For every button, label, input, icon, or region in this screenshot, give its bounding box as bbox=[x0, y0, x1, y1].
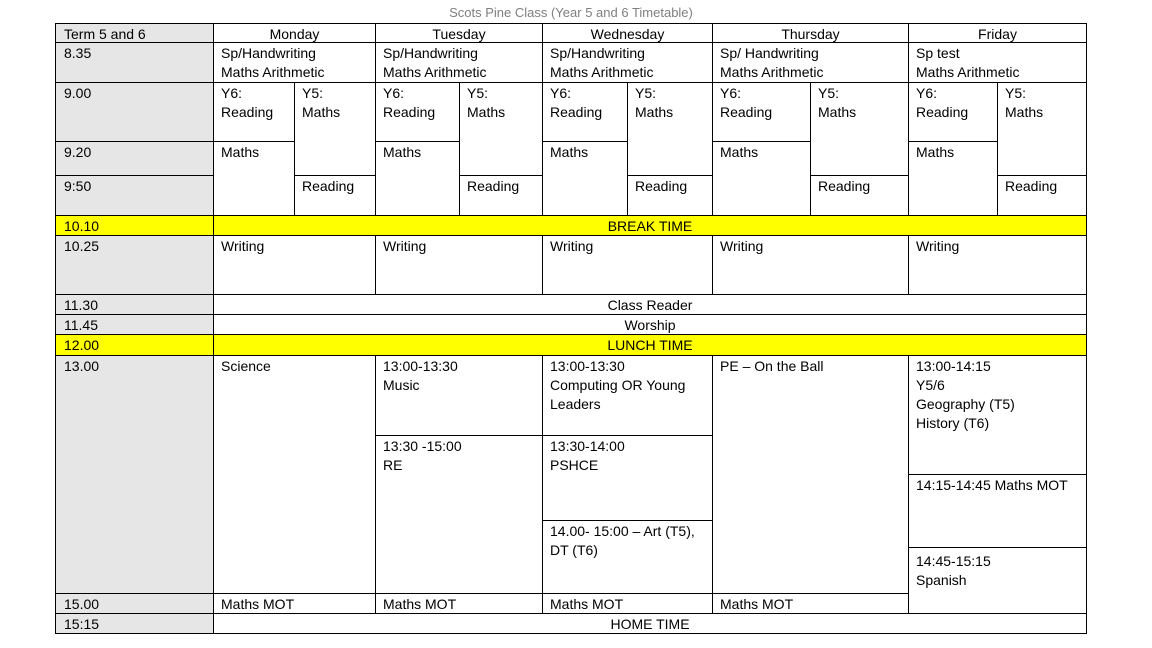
time-0920: 9.20 bbox=[55, 141, 214, 176]
music-tuesday: 13:00-13:30 Music bbox=[375, 355, 543, 436]
timetable-table bbox=[55, 23, 1087, 634]
re-tuesday: 13:30 -15:00 RE bbox=[375, 435, 543, 594]
reading-friday: Reading bbox=[997, 175, 1087, 216]
maths-mot-thursday: Maths MOT bbox=[712, 593, 909, 614]
worship-banner: Worship bbox=[213, 314, 1087, 335]
maths-mot-friday: 14:15-14:45 Maths MOT bbox=[908, 474, 1087, 548]
time-1515: 15:15 bbox=[55, 613, 214, 634]
day-header-monday: Monday bbox=[213, 23, 376, 43]
morning-thursday: Sp/ Handwriting Maths Arithmetic bbox=[712, 42, 909, 83]
reading-tuesday: Reading bbox=[459, 175, 543, 216]
time-1025: 10.25 bbox=[55, 235, 214, 295]
time-1010: 10.10 bbox=[55, 215, 214, 236]
day-header-wednesday: Wednesday bbox=[542, 23, 713, 43]
science-monday: Science bbox=[213, 355, 376, 594]
morning-wednesday: Sp/Handwriting Maths Arithmetic bbox=[542, 42, 713, 83]
y6-reading-thursday: Y6: Reading bbox=[712, 82, 811, 142]
morning-monday: Sp/Handwriting Maths Arithmetic bbox=[213, 42, 376, 83]
pe-thursday: PE – On the Ball bbox=[712, 355, 909, 594]
maths-tuesday: Maths bbox=[375, 141, 460, 216]
time-1130: 11.30 bbox=[55, 294, 214, 315]
pshce-wednesday: 13:30-14:00 PSHCE bbox=[542, 435, 713, 521]
maths-wednesday: Maths bbox=[542, 141, 628, 216]
y5-maths-tuesday: Y5: Maths bbox=[459, 82, 543, 176]
writing-tuesday: Writing bbox=[375, 235, 543, 295]
morning-friday: Sp test Maths Arithmetic bbox=[908, 42, 1087, 83]
term-header: Term 5 and 6 bbox=[55, 23, 214, 43]
writing-friday: Writing bbox=[908, 235, 1087, 295]
day-header-tuesday: Tuesday bbox=[375, 23, 543, 43]
maths-mot-monday: Maths MOT bbox=[213, 593, 376, 614]
maths-thursday: Maths bbox=[712, 141, 811, 216]
y5-maths-monday: Y5: Maths bbox=[294, 82, 376, 176]
time-1200: 12.00 bbox=[55, 334, 214, 356]
spanish-friday: 14:45-15:15 Spanish bbox=[908, 547, 1087, 614]
time-0900: 9.00 bbox=[55, 82, 214, 142]
computing-wednesday: 13:00-13:30 Computing OR Young Leaders bbox=[542, 355, 713, 436]
y5-maths-thursday: Y5: Maths bbox=[810, 82, 909, 176]
maths-mot-wednesday: Maths MOT bbox=[542, 593, 713, 614]
art-dt-wednesday: 14.00- 15:00 – Art (T5), DT (T6) bbox=[542, 520, 713, 594]
maths-friday: Maths bbox=[908, 141, 998, 216]
y6-reading-monday: Y6: Reading bbox=[213, 82, 295, 142]
time-0835: 8.35 bbox=[55, 42, 214, 83]
day-header-friday: Friday bbox=[908, 23, 1087, 43]
break-time-banner: BREAK TIME bbox=[213, 215, 1087, 236]
reading-monday: Reading bbox=[294, 175, 376, 216]
writing-monday: Writing bbox=[213, 235, 376, 295]
reading-thursday: Reading bbox=[810, 175, 909, 216]
time-0950: 9:50 bbox=[55, 175, 214, 216]
writing-thursday: Writing bbox=[712, 235, 909, 295]
geography-history-friday: 13:00-14:15 Y5/6 Geography (T5) History (T6) bbox=[908, 355, 1087, 475]
reading-wednesday: Reading bbox=[627, 175, 713, 216]
y6-reading-tuesday: Y6: Reading bbox=[375, 82, 460, 142]
class-reader-banner: Class Reader bbox=[213, 294, 1087, 315]
morning-tuesday: Sp/Handwriting Maths Arithmetic bbox=[375, 42, 543, 83]
time-1500: 15.00 bbox=[55, 593, 214, 614]
lunch-time-banner: LUNCH TIME bbox=[213, 334, 1087, 356]
maths-mot-tuesday: Maths MOT bbox=[375, 593, 543, 614]
time-1145: 11.45 bbox=[55, 314, 214, 335]
y5-maths-wednesday: Y5: Maths bbox=[627, 82, 713, 176]
page-title: Scots Pine Class (Year 5 and 6 Timetable) bbox=[449, 5, 693, 20]
home-time-banner: HOME TIME bbox=[213, 613, 1087, 634]
y6-reading-friday: Y6: Reading bbox=[908, 82, 998, 142]
y5-maths-friday: Y5: Maths bbox=[997, 82, 1087, 176]
maths-monday: Maths bbox=[213, 141, 295, 216]
day-header-thursday: Thursday bbox=[712, 23, 909, 43]
time-1300: 13.00 bbox=[55, 355, 214, 594]
y6-reading-wednesday: Y6: Reading bbox=[542, 82, 628, 142]
writing-wednesday: Writing bbox=[542, 235, 713, 295]
